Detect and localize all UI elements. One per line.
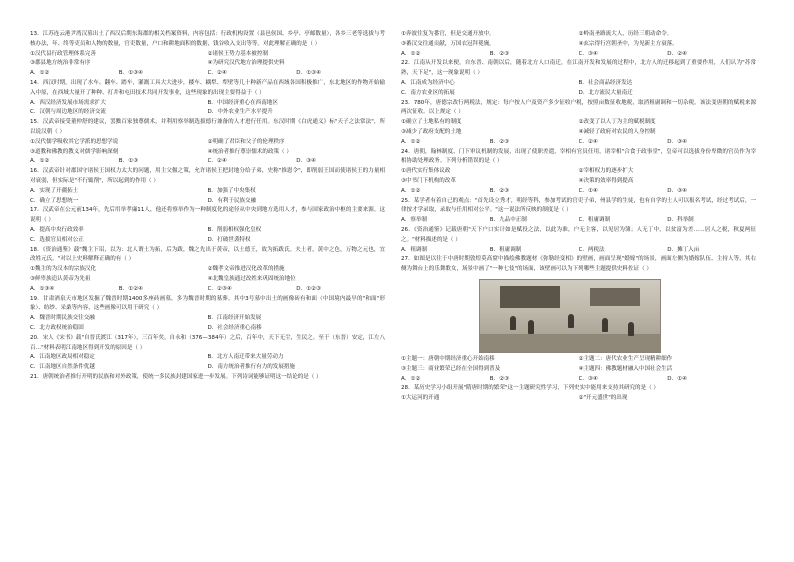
option: D．科举制 <box>667 217 694 224</box>
statement: ①汉代儒学吸收其它学派的思想学说 <box>30 138 119 145</box>
option: A．①② <box>30 70 50 77</box>
option: B．江南经济开始发展 <box>207 315 262 322</box>
statement: ③郡县地方统治非常有序 <box>30 60 91 67</box>
option: C．②③④ <box>207 285 232 292</box>
question-21 <box>30 373 385 383</box>
statement: ③鲜卑族追认黄帝为先祖 <box>30 275 91 282</box>
question-stem: 14．西汉时期，出现了水车、翻车、踏车，灌溉工具大大进步，耧车、耦犁、犁壁等几十种新产品在西域各国积极推广，东北地区的作物开始输入中原，在西域大量开了种种、打井和屯田技术共同开发事业，这些现象的出现主要得益于（ ） <box>30 79 385 96</box>
statement-list <box>401 118 756 138</box>
mural-figure <box>401 277 756 353</box>
option: A．实现了开疆拓土 <box>30 187 79 194</box>
statement: ①大运河的开通 <box>401 395 440 402</box>
option: D．有利于民族交融 <box>207 197 257 204</box>
option: A．江南成为经济中心 <box>401 79 455 86</box>
question-stem: 18．《资治通鉴》载"魏主下诏，以为：北人谓土为拓，后为跋，魏之先出于黄帝，以土德王，故为拓跋氏。夫土者，黄中之色，万物之元也，宜改姓元氏。"对以上史料解释正确的有（ ） <box>30 246 385 263</box>
option: A．魏晋时期民族交往交融 <box>30 315 95 322</box>
statement: ③中书门下机构的改革 <box>401 177 456 184</box>
question-stem: 19．甘肃酒泉天市地区发掘了魏晋时期1400多座砖画墓，多为魏晋时期的墓葬。其中3号墓中出土的画像砖有和面（中国境内最早的"和面"形象）、纺纱、采桑等内容，这些画像可以用于研究（ ） <box>30 295 385 312</box>
question-stem: 20．宋人《宋书》载"自晋氏渡江（317年），三百年矣。自永和（376—384年）之后，百年中，天下无尘，生民之。至于（东晋）安定，江左八百…"材料表明江南地区得到开发的原因是（ ） <box>30 334 385 351</box>
option: A．①② <box>30 158 50 165</box>
option: D．摊丁入亩 <box>667 246 700 253</box>
answer-options <box>30 226 385 246</box>
option: C．南方农业区的拓展 <box>401 89 455 96</box>
option: B．②③ <box>489 187 510 194</box>
answer-options <box>401 138 756 148</box>
question-25 <box>401 197 756 226</box>
option: B．②③ <box>489 375 510 382</box>
mural-figure-person <box>528 320 534 334</box>
mural-floor <box>480 334 660 352</box>
statement: ②"开元盛世"的出现 <box>578 395 628 402</box>
right-column <box>401 30 756 404</box>
statement: ①汉代县行政管理体系完善 <box>30 50 96 57</box>
option: C．汉朝与周边地区的经济交流 <box>30 109 106 116</box>
statement: ①主题一：唐朝中期经济重心开始南移 <box>401 355 495 362</box>
answer-options <box>30 99 385 119</box>
option: A．租调制 <box>401 246 427 253</box>
option: A．察举制 <box>401 217 427 224</box>
statement: ②岭南圣路流大人，历经三朝动命令。 <box>578 31 673 37</box>
question-stem: 25．某学者有着自己的观点："首先设立秀才，明经等科，参加考试的官吏子弟，州县学的生徒，也有自学的士人可以报名考试，经过考试后，一律按才学录取，录取与任用相对公平。"这一说法所反映的制度是（ ） <box>401 197 756 214</box>
option: D．南方统治者推行有力的发展措施 <box>207 364 295 371</box>
option: D．①④ <box>667 375 688 382</box>
option: C．选拔官员相对公正 <box>30 236 84 243</box>
option: C．确立了思想统一 <box>30 197 79 204</box>
mural-figure-person <box>628 322 634 336</box>
statement: ③减少了政府支配的土地 <box>401 128 462 135</box>
statement: ③道教和佛教的教义对儒学影响深刻 <box>30 148 119 155</box>
question-stem: 26．《资治通鉴》记载唐朝"天下户口实计如是赋役之法，以此为准，户无主客，以见居为簿；人无丁中，以贫富为差……居人之税，秋夏两征之。"材料描述的是（ ） <box>401 226 756 243</box>
option: A．西汉经济发展市场需求扩大 <box>30 99 106 106</box>
mural-stage <box>590 288 640 306</box>
statement: ②改变了以人丁为主的赋税制度 <box>578 119 656 126</box>
statement: ④统治者推行尊崇儒术的政策（ ） <box>207 148 292 155</box>
mural-painting-image <box>479 279 661 353</box>
option: D．北方流民大量南迁 <box>578 89 633 96</box>
option: A．①② <box>401 187 421 194</box>
option: B．中国经济重心在西南地区 <box>207 99 278 106</box>
statement-list <box>401 394 756 404</box>
answer-options <box>30 187 385 207</box>
statement: ①确立了土地私有的制度 <box>401 119 462 126</box>
statement: ④减轻了政府对农民的人身控制 <box>578 128 656 135</box>
option: A．①② <box>401 375 421 382</box>
option: D．①②③ <box>296 285 321 292</box>
statement-list <box>30 138 385 158</box>
question-stem: 16．汉武帝针对郡国守诸侯王国权力太大的问题，用主父偃之策，允许诸侯王把封地分给子弟，史称"推恩令"，即削弱王国而使诸侯王的力量相对衰弱，但实际是"不行辄削"，所以起到的作用（ ） <box>30 168 385 184</box>
statement: ②宰相权力的逐步扩大 <box>578 168 634 175</box>
answer-options <box>30 157 385 167</box>
statement: ②诸侯王势力基本被控制 <box>207 50 268 57</box>
mural-figure-person <box>568 314 574 328</box>
statement: ②魏孝文帝推进汉化改革的措施 <box>207 266 285 273</box>
option: A．①③④ <box>30 285 55 292</box>
question-16 <box>30 167 385 206</box>
statement: ①奔波往复为番官，但是交通开放中。 <box>401 31 495 37</box>
option: B．加强了中央集权 <box>207 187 256 194</box>
question-stem: 15．汉武帝接受董仲舒的建议，罢黜百家独尊儒术，并利用察举制选拔德行兼备的人才进行任用。东汉时期《白虎通义》标"天子之法常法"，所以说汉朝（ ） <box>30 119 385 135</box>
option: B．②③ <box>489 138 510 145</box>
option: A．提高中央行政效率 <box>30 226 84 233</box>
option: B．削弱相权强化皇权 <box>207 226 262 233</box>
statement: ④主题四：佛教题材融入中国社会生活 <box>578 365 673 372</box>
question-23 <box>401 99 756 148</box>
answer-options <box>401 246 756 256</box>
question-28 <box>401 384 756 404</box>
answer-options <box>30 353 385 373</box>
option: B．②③ <box>489 50 510 57</box>
option: C．②④ <box>578 138 598 145</box>
statement-list <box>401 355 756 375</box>
question-stem: 22．江南从开发以来便，自东晋、南朝以后，随着北方人口南迁，在江南开发和发展的过程中，北方人的迁移起到了重要作用，人们认为"苏常熟，天下足"，这一现象说明（ ） <box>401 60 756 77</box>
question-17 <box>30 206 385 245</box>
answer-options <box>401 187 756 197</box>
option: D．打破世袭特权 <box>207 236 251 243</box>
option: C．两税法 <box>578 246 605 253</box>
statement-list <box>30 265 385 285</box>
option: B．租庸调制 <box>489 246 522 253</box>
option: B．①③④ <box>118 70 144 77</box>
statement: ②明确了君臣和父子的伦理秩序 <box>207 138 285 145</box>
mural-pavilion <box>500 286 560 308</box>
question-stem: 13．江苏连云港尹湾汉墓出土了西汉后期东海郡的相关档案资料，内容包括：行政机构设置（县邑侯国、乡亭、亭邮数量），各乡三老等选拔与考核办法，年、终等吏员和人物的数量，官吏数量，户口和耕地面积的数据，钱谷收入支出等等。对此理解正确的是（ ） <box>30 31 385 47</box>
statement-list <box>401 30 756 50</box>
answer-options <box>401 375 756 385</box>
answer-options <box>401 216 756 226</box>
option: C．租庸调制 <box>578 217 611 224</box>
option: B．①③ <box>118 158 139 165</box>
mural-figure-person <box>510 316 516 330</box>
statement: ③主题三：商业繁荣已经在全国得到普及 <box>401 365 501 372</box>
statement: ②主题二：唐代农业生产呈现精耕细作 <box>578 355 673 362</box>
statement: ④为研究汉代地方治理提供史料 <box>207 60 285 67</box>
option: D．②④ <box>667 50 688 57</box>
statement: ④北魏皇族通过改姓来巩固统治地位 <box>207 275 296 282</box>
question-stem: 21．唐朝统治者推行开明的民族和对外政策，使统一多民族封建国家进一步发展。下列诗词能够证明这一结论的是（ ） <box>30 373 322 380</box>
statement-list <box>401 167 756 187</box>
option: C．①④ <box>578 187 598 194</box>
statement: ③蕃汉交往通贡献，万国衣冠拜冕旒。 <box>401 40 495 47</box>
option: D．③④ <box>667 187 688 194</box>
question-21-continued <box>401 30 756 59</box>
answer-options <box>30 285 385 295</box>
mural-figure-person <box>602 318 608 332</box>
statement-list <box>30 50 385 70</box>
option: A．江南地区政局相对稳定 <box>30 354 95 361</box>
option: B．社会商品经济发达 <box>578 79 633 86</box>
statement: ④决策的效率得到提高 <box>578 177 634 184</box>
question-14 <box>30 79 385 118</box>
answer-options <box>401 50 756 60</box>
question-stem: 24．唐朝，翰林制度、门下审议机制的发展，出现了使职差遣，宰相有官员任用，诸宰相"合食于政事堂"，皇帝可以选拔身份卑微的官员作为宰相协助处理政务。下列分析错误的是（ ） <box>401 148 756 165</box>
option: C．②④ <box>207 158 227 165</box>
option: D．③④ <box>667 138 688 145</box>
option: A．①② <box>401 50 421 57</box>
option: C．③④ <box>578 50 598 57</box>
answer-options <box>30 314 385 334</box>
question-22 <box>401 59 756 98</box>
question-20 <box>30 334 385 373</box>
answer-options <box>401 79 756 99</box>
option: C．③④ <box>578 375 598 382</box>
statement: ①魏主的为汉本的宗族汉化 <box>30 266 96 273</box>
left-column <box>30 30 385 383</box>
question-24 <box>401 148 756 197</box>
option: B．北方人南迁带来大量劳动力 <box>207 354 284 361</box>
option: D．③④ <box>296 158 317 165</box>
question-stem: 23．780年，唐德宗改行两税法，规定：每户按人户及资产多少征收户税，按照亩数征收地税，取消租庸调和一切杂税。该法变唐朝的赋税来源两次征收。以上规定（ ） <box>401 99 756 116</box>
question-27 <box>401 255 756 384</box>
option: B．①②④ <box>118 285 144 292</box>
option: A．①② <box>401 138 421 145</box>
question-13 <box>30 30 385 79</box>
question-stem: 28．某历史学习小组开展"隋唐时期的繁荣"这一主题研究性学习，下列史实中能用来支持其研究的是（ ） <box>401 385 659 392</box>
option: B．九品中正制 <box>489 217 527 224</box>
answer-options <box>30 69 385 79</box>
option: C．北方政权统治稳固 <box>30 324 84 331</box>
statement: ④玄宗得行宫朝圣中，为见新主方衰落。 <box>578 40 678 47</box>
option: C．江南地区自然条件优越 <box>30 364 95 371</box>
option: D．①③④ <box>296 70 321 77</box>
option: C．②④ <box>207 70 227 77</box>
question-26 <box>401 226 756 255</box>
statement: ①唐代实行集体议政 <box>401 168 451 175</box>
option: D．中外农业生产水平提升 <box>207 109 273 116</box>
question-15 <box>30 118 385 167</box>
option: D．社会经济重心南移 <box>207 324 262 331</box>
question-stem: 27．如图是以往于中唐时期敦煌莫高窟中描绘佛教题材《弥勒经变相》的壁画，画面呈现"婚嫁"的场景，画面左侧为婚嫁队伍、主持人等，其右侧为舞台上的乐舞歌女，场景中画了"一种七伎"的场面，该壁画可以为下列哪些主题提供史料佐证（ ） <box>401 256 756 273</box>
question-stem: 17．汉武帝在公元前134年，先后用举孝廉11人，他还将察举作为一种制度化的途径从中央到地方选用人才，参与国家政治中枢的主要来源。这说明（ ） <box>30 207 385 224</box>
question-19 <box>30 295 385 334</box>
question-18 <box>30 246 385 295</box>
